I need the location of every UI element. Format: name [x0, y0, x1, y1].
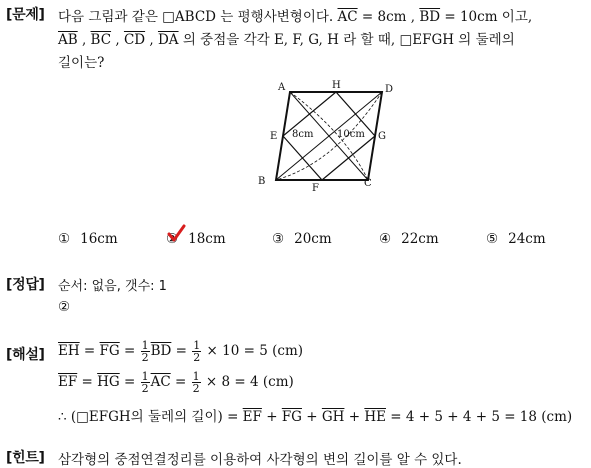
label-h: H	[332, 80, 341, 91]
problem-line-1: 다음 그림과 같은 □ABCD 는 평행사변형이다. $\overline{AC} = 8cm$ , $\overline{BD} = 10cm$ 이고,	[58, 9, 533, 25]
label-c: C	[364, 178, 372, 189]
hint-text: 삼각형의 중점연결정리를 이용하여 사각형의 변의 길이를 알 수 있다.	[58, 452, 462, 468]
answer-order-count: 순서: 없음, 갯수: 1	[58, 279, 167, 294]
problem-line-3: 길이는?	[58, 55, 105, 71]
explanation-tag: [해설]	[6, 347, 45, 363]
problem-line-2: $\overline{AB}$ , $\overline{BC}$ , $\overline{CD}$ , $\overline{DA}$ 의 중점을 각각 E, F, G, H 라 할 때, □EFGH 의 둘레의	[58, 32, 515, 48]
label-length-ac: 8cm	[292, 129, 314, 140]
explanation-line-2: $\overline{EF} = \overline{HG}$ = $\frac{1}{2}$ $\overline{AC}$ = $\frac{1}{2}$ × 8 = 4 (cm)	[58, 370, 294, 395]
choice-1[interactable]: ① 16cm	[58, 231, 118, 247]
answer-value: ②	[58, 299, 71, 315]
checkmark-icon	[166, 224, 186, 244]
segment-ac: $\overline{AC}$	[337, 9, 358, 25]
segment-bd: $\overline{BD}$	[419, 9, 441, 25]
label-length-bd: 10cm	[337, 129, 365, 140]
explanation-line-3: ∴ (□EFGH의 둘레의 길이) = $\overline{EF} + \overline{FG} + \overline{GH} + \overline{HE} = 4 + 5 + 4 + 5 = 18$ (cm)	[58, 409, 573, 425]
problem-tag: [문제]	[6, 7, 45, 23]
choice-2[interactable]: ② 18cm	[166, 231, 226, 247]
choice-5[interactable]: ⑤ 24cm	[486, 231, 546, 247]
explanation-line-1: $\overline{EH} = \overline{FG}$ = $\frac{1}{2}$ $\overline{BD}$ = $\frac{1}{2}$ × 10 = 5 (cm)	[58, 339, 304, 364]
label-e: E	[270, 131, 278, 142]
label-a: A	[278, 82, 286, 93]
choice-4[interactable]: ④ 22cm	[379, 231, 439, 247]
choice-3[interactable]: ③ 20cm	[272, 231, 332, 247]
parallelogram-figure	[250, 78, 400, 193]
hint-tag: [힌트]	[6, 450, 45, 466]
label-d: D	[385, 84, 394, 95]
label-f: F	[312, 183, 319, 193]
answer-tag: [정답]	[6, 277, 45, 293]
label-g: G	[378, 131, 386, 142]
label-b: B	[258, 176, 266, 187]
